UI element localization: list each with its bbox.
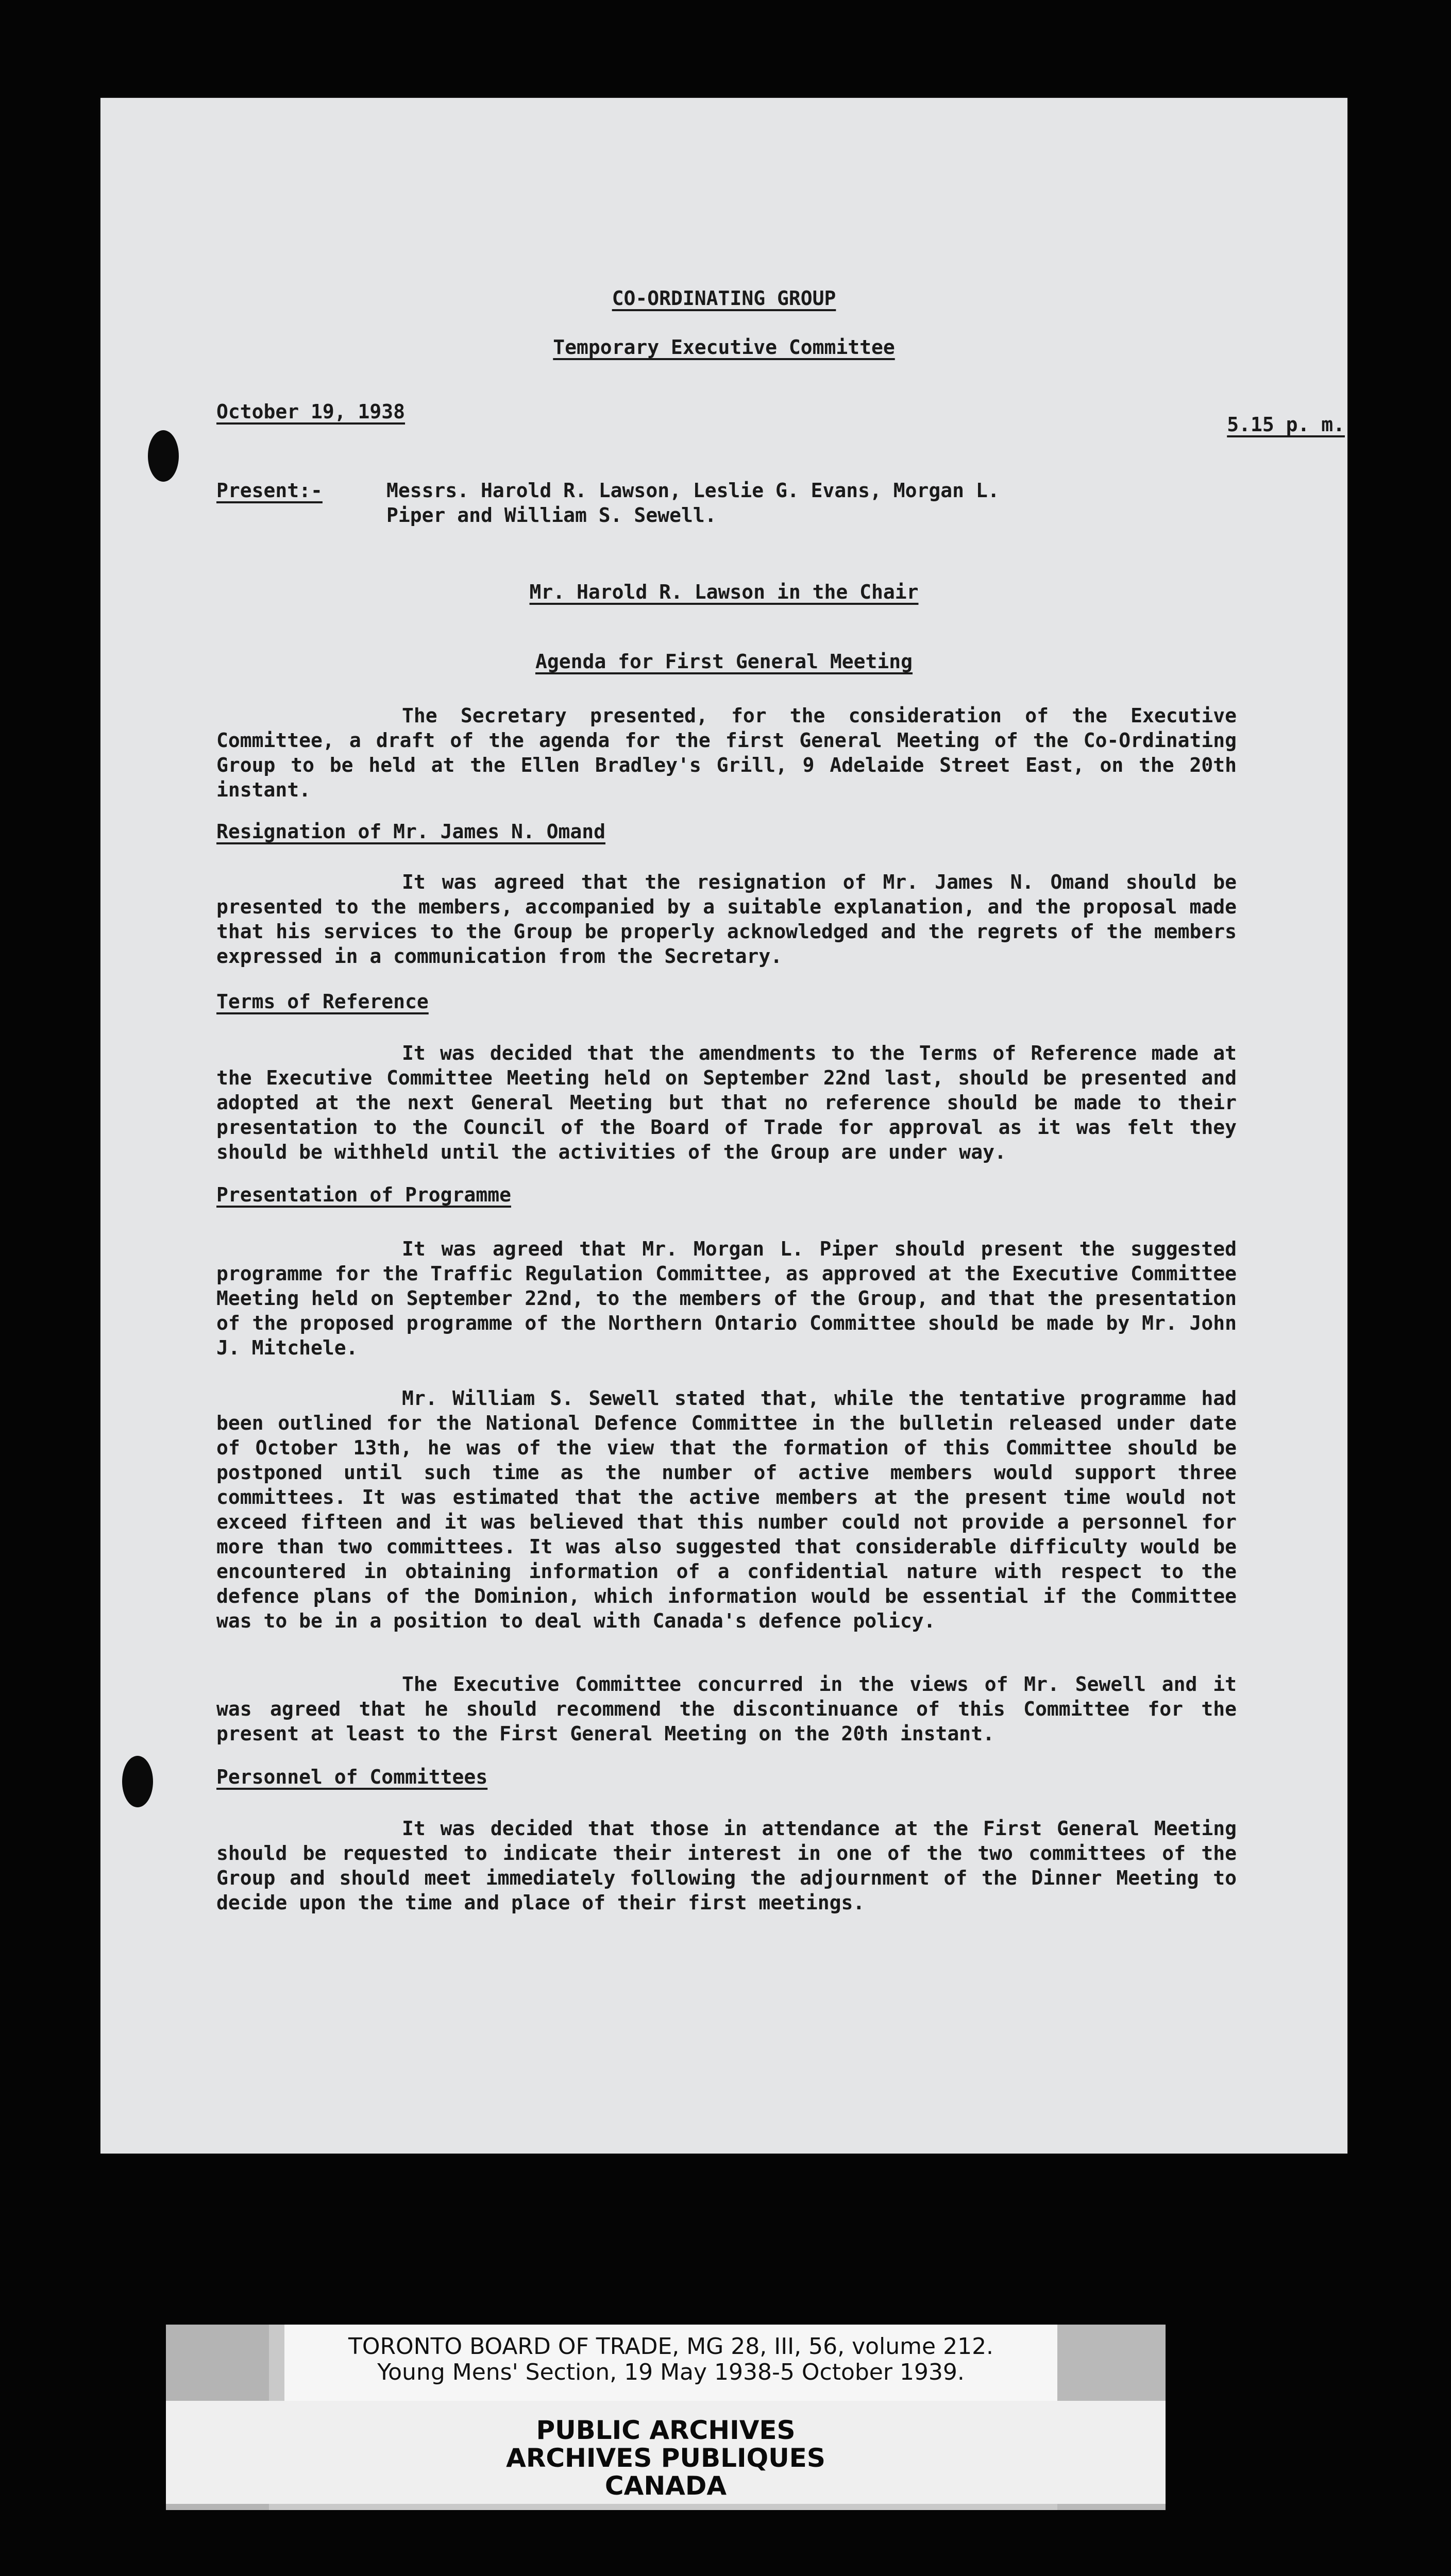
committee-title: Temporary Executive Committee [553,336,895,359]
present-label: Present:- [216,479,323,502]
paragraph: It was decided that those in attendance at the First General Meeting should be requested to indicate their interest in one of the two committees of the Group and should meet immediately following the adjournment of the Dinner Meeting to decide upon the time and place of their first meetings. [216,1817,1237,1914]
archive-reference-line: Young Mens' Section, 19 May 1938-5 October 1939. [377,2359,965,2385]
archive-reference-line: TORONTO BOARD OF TRADE, MG 28, III, 56, volume 212. [348,2333,994,2360]
paragraph: Mr. William S. Sewell stated that, while the tentative programme had been outlined for the National Defence Committee in the bulletin released under date of October 13th, he was of the view that the formation of this Committee should be postponed until such time as the number of active members would support three committees. It was estimated that the active members at the present time would not exceed fifteen and it was believed that this number could not provide a personnel for more than two committees. It was also suggested that considerable difficulty would be encountered in obtaining information of a confidential nature with respect to the defence plans of the Dominion, which information would be essential if the Committee was to be in a position to deal with Canada's defence policy. [216,1387,1237,1632]
paragraph: It was decided that the amendments to the Terms of Reference made at the Executive Committee Meeting held on September 22nd last, should be presented and adopted at the next General Meeting but that no reference should be made to their presentation to the Council of the Board of Trade for approval as it was felt they should be withheld until the activities of the Group are under way. [216,1042,1237,1163]
section-heading: Presentation of Programme [216,1183,511,1206]
paragraph: The Secretary presented, for the consideration of the Executive Committee, a draft of the agenda for the first General Meeting of the Co-Ordinating Group to be held at the Ellen Bradley's Grill, 9 Adelaide Street East, on the 20th instant. [216,704,1237,801]
meeting-date: October 19, 1938 [216,400,406,423]
document-page [100,98,1347,2154]
present-members: Messrs. Harold R. Lawson, Leslie G. Evans, Morgan L. Piper and William S. Sewell. [386,479,1000,527]
chair-line: Mr. Harold R. Lawson in the Chair [529,581,919,603]
archive-stamp-line: CANADA [604,2471,727,2501]
archive-stamp-line: ARCHIVES PUBLIQUES [506,2443,825,2473]
section-heading: Agenda for First General Meeting [535,650,913,673]
section-heading: Personnel of Committees [216,1766,488,1788]
section-heading: Terms of Reference [216,990,429,1013]
punch-hole [122,1756,153,1807]
meeting-time: 5.15 p. m. [1227,413,1345,436]
punch-hole [148,430,179,482]
archive-reference-label [284,2325,1057,2402]
archive-stamp-line: PUBLIC ARCHIVES [536,2415,796,2445]
paragraph: The Executive Committee concurred in the views of Mr. Sewell and it was agreed that he should recommend the discontinuance of this Committee for the present at least to the First General Meeting on the 20th instant. [216,1673,1237,1745]
group-title: CO-ORDINATING GROUP [612,287,836,310]
paragraph: It was agreed that Mr. Morgan L. Piper should present the suggested programme for the Traffic Regulation Committee, as approved at the Executive Committee Meeting held on September 22nd, to the members of the Group, and that the presentation of the proposed programme of the Northern Ontario Committee should be made by Mr. John J. Mitchele. [216,1238,1237,1359]
paragraph: It was agreed that the resignation of Mr. James N. Omand should be presented to the members, accompanied by a suitable explanation, and the proposal made that his services to the Group be properly acknowledged and the regrets of the members expressed in a communication from the Secretary. [216,871,1237,968]
archive-stamp [166,2401,1166,2504]
section-heading: Resignation of Mr. James N. Omand [216,820,605,843]
